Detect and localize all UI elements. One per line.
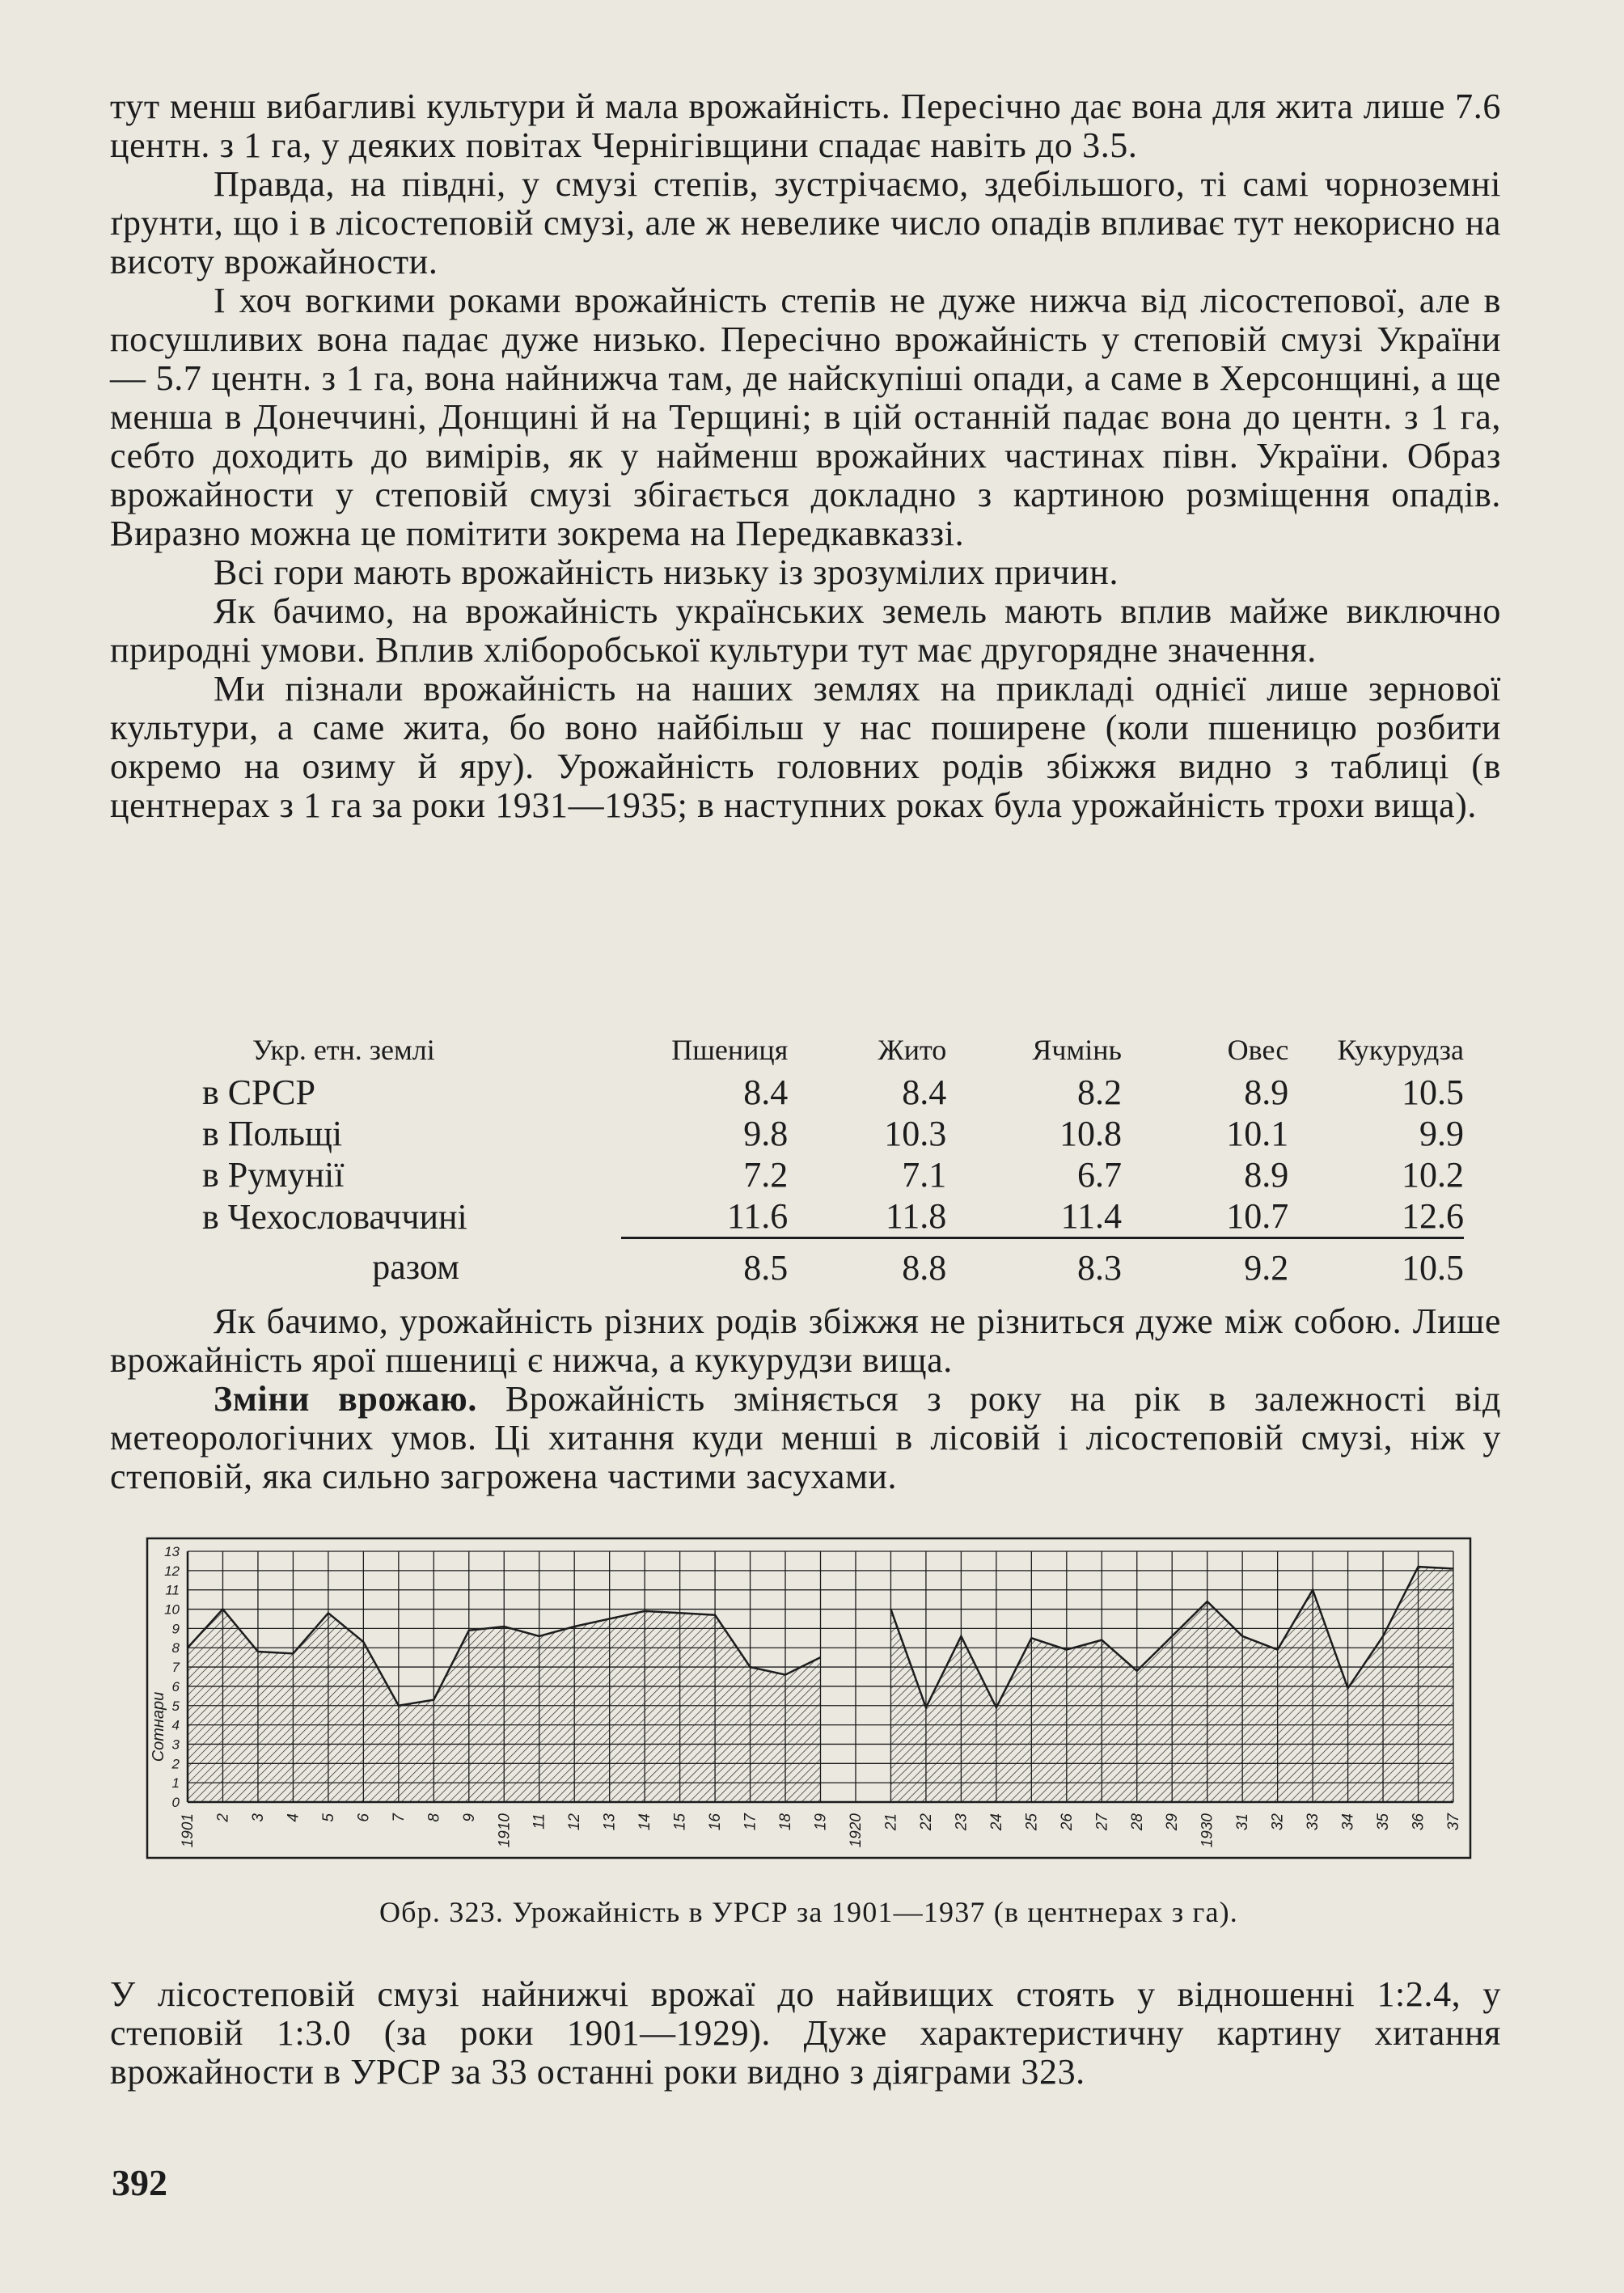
x-tick-label: 1901	[180, 1813, 197, 1848]
y-tick-label: 2	[171, 1756, 180, 1772]
table-header: Пшениця	[671, 1034, 789, 1066]
x-tick-label: 1930	[1199, 1813, 1216, 1848]
table-cell: 7.2	[743, 1155, 789, 1195]
x-tick-label: 24	[988, 1813, 1005, 1831]
y-tick-label: 4	[171, 1717, 180, 1733]
table-row	[202, 1113, 1464, 1154]
x-tick-label: 2	[214, 1813, 232, 1822]
x-tick-label: 1920	[847, 1813, 865, 1848]
table-cell: в СРСР	[202, 1072, 315, 1112]
paragraph: тут менш вибагливі культури й мала врожайність. Пересічно дає вона для жита лише 7.6 центн. з 1 га, у деяких повітах Чернігівщини спадає навіть до 3.5.	[110, 87, 1501, 165]
table-cell: 9.2	[1122, 1238, 1288, 1290]
paragraph: Як бачимо, на врожайність українських земель мають вплив майже виключно природні умови. Вплив хліборобської культури тут має другорядне значення.	[110, 591, 1501, 670]
paragraph: Ми пізнали врожайність на наших землях на прикладі однієї лише зернової культури, а саме жита, бо воно найбільш у нас поширене (коли пшеницю розбити окремо на озиму й яру). Урожайність головних родів збіжжя видно з таблиці (в центнерах з 1 га за роки 1931—1935; в наступних роках була урожайність трохи вища).	[110, 669, 1501, 825]
x-tick-label: 9	[460, 1813, 478, 1822]
x-tick-label: 12	[566, 1813, 584, 1831]
y-tick-label: 3	[171, 1737, 180, 1753]
y-tick-label: 6	[171, 1678, 180, 1694]
x-tick-label: 21	[882, 1813, 900, 1831]
table-cell: 8.3	[946, 1238, 1122, 1290]
page-number: 392	[112, 2162, 167, 2203]
x-tick-label: 15	[671, 1813, 689, 1831]
x-tick-label: 33	[1305, 1813, 1322, 1831]
table-cell: 9.9	[1419, 1114, 1464, 1153]
paragraph: У лісостеповій смузі найнижчі врожаї до найвищих стоять у відношенні 1:2.4, у степовій 1:3.0 (за роки 1901—1929). Дуже характеристичну картину хитання врожайности в УРСР за 33 останні роки видно з діяграми 323.	[110, 1974, 1501, 2092]
table-row	[202, 1195, 1464, 1238]
y-axis-label: Сотнари	[150, 1691, 167, 1762]
x-tick-label: 29	[1164, 1813, 1182, 1831]
x-tick-label: 34	[1339, 1813, 1357, 1831]
table-cell: 12.6	[1402, 1196, 1464, 1236]
table-cell: 9.8	[743, 1114, 789, 1153]
x-tick-label: 36	[1410, 1813, 1427, 1831]
y-tick-label: 5	[171, 1698, 180, 1714]
x-tick-label: 6	[355, 1813, 373, 1822]
y-tick-label: 1	[171, 1775, 180, 1792]
body-text-middle	[110, 1302, 1501, 1496]
body-text-bottom	[110, 1975, 1501, 2092]
y-tick-label: 12	[164, 1563, 180, 1579]
table-row	[202, 1072, 1464, 1113]
x-tick-label: 19	[812, 1813, 830, 1831]
table-cell: 8.4	[743, 1072, 789, 1112]
x-tick-label: 27	[1093, 1813, 1111, 1831]
x-tick-label: 13	[601, 1813, 619, 1831]
paragraph	[110, 1380, 1501, 1496]
table-cell: 10.5	[1288, 1238, 1464, 1290]
table-header: Жито	[878, 1034, 947, 1066]
table-cell: в Чехословаччині	[202, 1196, 467, 1237]
figure-caption: Обр. 323. Урожайність в УРСР за 1901—1937 (в центнерах з га).	[379, 1896, 1239, 1928]
table-cell: 8.9	[1244, 1072, 1289, 1112]
table-cell: 8.2	[1076, 1072, 1122, 1112]
table-cell: 10.5	[1402, 1072, 1464, 1112]
y-tick-label: 7	[171, 1660, 180, 1676]
x-tick-label: 1910	[496, 1813, 514, 1848]
x-tick-label: 4	[285, 1813, 302, 1822]
table-cell: 8.9	[1244, 1155, 1289, 1195]
table-cell: 10.1	[1226, 1114, 1289, 1153]
yield-chart-svg	[146, 1537, 1472, 1860]
table-header: Кукурудза	[1337, 1034, 1464, 1066]
x-tick-label: 35	[1375, 1813, 1393, 1831]
table-cell: 7.1	[902, 1155, 947, 1195]
x-tick-label: 22	[917, 1813, 935, 1831]
x-tick-label: 28	[1128, 1813, 1146, 1831]
table-cell: 11.4	[1060, 1196, 1122, 1236]
yield-table	[202, 1031, 1464, 1289]
table-cell: в Румунії	[202, 1155, 345, 1195]
x-tick-label: 3	[249, 1813, 267, 1822]
table-cell: 10.2	[1402, 1155, 1464, 1195]
body-text-top	[110, 87, 1501, 825]
x-tick-label: 23	[953, 1813, 971, 1831]
table-cell: в Польщі	[202, 1114, 343, 1153]
x-tick-label: 37	[1445, 1813, 1462, 1831]
y-tick-label: 13	[164, 1544, 180, 1559]
table-cell: 8.8	[788, 1238, 946, 1290]
x-tick-label: 11	[531, 1813, 548, 1830]
table-cell: 11.6	[726, 1196, 789, 1236]
x-tick-label: 16	[707, 1813, 725, 1831]
paragraph: І хоч вогкими роками врожайність степів не дуже нижча від лісостепової, але в посушливих вона падає дуже низько. Пересічно врожайність у степовій смузі України — 5.7 центн. з 1 га, вона найнижча там, де найскупіші опади, а саме в Херсонщині, а ще менша в Донеччині, Донщині й на Терщині; в цій останній падає вона до центн. з 1 га, себто доходить до вимірів, як у найменш врожайних частинах півн. України. Образ врожайности у степовій смузі збігається докладно з картиною розміщення опадів. Виразно можна це помітити зокрема на Передкавказзі.	[110, 281, 1501, 553]
x-tick-label: 14	[636, 1813, 654, 1831]
table-cell: 10.3	[884, 1114, 947, 1153]
table-total-row	[202, 1238, 1464, 1290]
y-tick-label: 9	[171, 1621, 180, 1637]
paragraph: Як бачимо, урожайність різних родів збіжжя не різниться дуже між собою. Лише врожайність ярої пшениці є нижча, а кукурудзи вища.	[110, 1301, 1501, 1380]
paragraph-text: Врожайність зміняється з року на рік в залежності від метеорологічних умов. Ці хитання куди менші в лісовій і лісостеповій смузі, ніж у степовій, яка сильно загрожена частими засухами.	[110, 1379, 1501, 1496]
table-cell: 8.5	[621, 1238, 788, 1290]
table-row	[202, 1154, 1464, 1195]
x-tick-label: 32	[1269, 1813, 1287, 1831]
table-cell: 8.4	[902, 1072, 947, 1112]
table-header: Овес	[1227, 1034, 1289, 1066]
table-header: Укр. етн. землі	[252, 1034, 435, 1066]
x-tick-label: 25	[1023, 1813, 1041, 1831]
y-tick-label: 0	[171, 1795, 180, 1810]
yield-chart	[146, 1537, 1472, 1860]
x-tick-label: 8	[425, 1813, 443, 1822]
table-cell: 6.7	[1076, 1155, 1122, 1195]
table-header-row	[202, 1031, 1464, 1072]
table-cell: разом	[372, 1246, 459, 1287]
section-heading: Зміни врожаю.	[214, 1379, 477, 1419]
y-tick-label: 8	[171, 1640, 180, 1656]
y-tick-label: 10	[164, 1601, 180, 1618]
table-cell: 10.8	[1059, 1114, 1122, 1153]
x-tick-label: 26	[1058, 1813, 1076, 1831]
table-header: Ячмінь	[1032, 1034, 1122, 1066]
paragraph: Правда, на півдні, у смузі степів, зустрічаємо, здебільшого, ті самі чорноземні ґрунти, що і в лісостеповій смузі, але ж невелике число опадів впливає тут некорисно на висоту врожайности.	[110, 164, 1501, 281]
x-tick-label: 17	[742, 1813, 759, 1831]
x-tick-label: 31	[1234, 1813, 1252, 1831]
table-cell: 11.8	[885, 1196, 947, 1236]
y-tick-label: 11	[165, 1582, 180, 1598]
x-tick-label: 5	[319, 1813, 337, 1822]
paragraph: Всі гори мають врожайність низьку із зрозумілих причин.	[214, 552, 1119, 592]
table-cell: 10.7	[1226, 1196, 1289, 1236]
x-tick-label: 18	[777, 1813, 795, 1831]
x-tick-label: 7	[390, 1813, 408, 1822]
